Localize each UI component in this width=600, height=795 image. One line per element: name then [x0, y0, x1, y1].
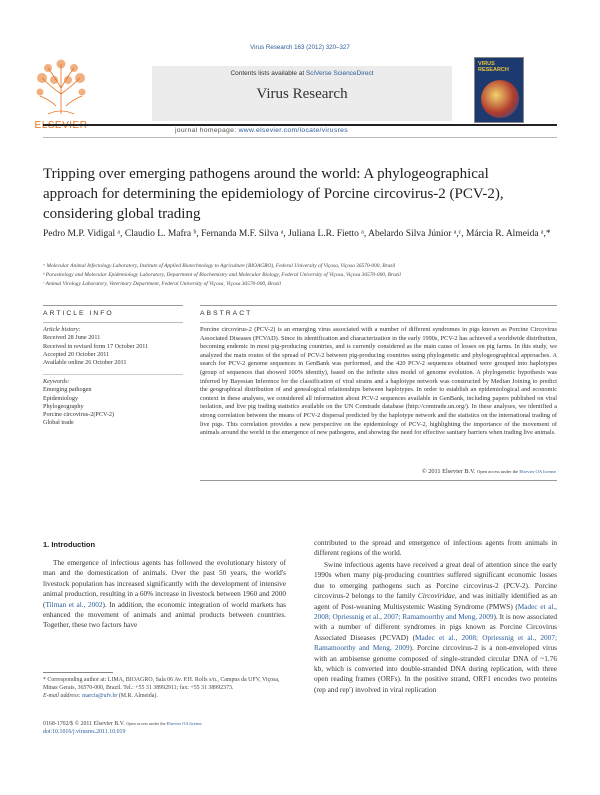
abstract-copyright [200, 468, 557, 475]
abstract-bottom-rule [200, 480, 557, 481]
abstract-rule [200, 305, 557, 306]
intro-left-text-2: ). In addition, the economic integration of world markets has enhanced the movement of animals and animal products between countries. Together, these two factors have [43, 599, 286, 630]
email-line [43, 692, 283, 700]
issn-block [43, 720, 343, 736]
history-received: Received 28 June 2011 [43, 334, 101, 342]
corresponding-author-text: * Corresponding author at: LIMA, BIOAGRO, Sala 06 Av. P.H. Rolfs s/n., Campus da UFV, Viçosa, Minas Gerais, 36570-000, Brazil. Tel.: +55 31 38992911; fax: +55 31 38992373. [43, 677, 280, 692]
keyword-item: Emerging pathogen [43, 386, 92, 394]
issn-oa-text: Open access under the [126, 721, 167, 726]
history-online: Available online 26 October 2011 [43, 359, 127, 367]
elsevier-logo [28, 56, 94, 134]
contents-line [152, 70, 452, 77]
footnote-rule [43, 672, 113, 673]
copyright-oa-text: Open access under the [477, 469, 520, 474]
issn-text: 0168-1702/$ © 2011 Elsevier B.V. [43, 721, 127, 727]
intro-left-paragraph [43, 558, 286, 631]
intro-right-text-a: Swine infectious agents have received a great deal of attention since the early 1990s when many pig-producing countries suffered significant economic losses due to emerging pathogens such as Porcine circovirus-2 (PCV-2). Porcine circovirus-2 belongs to the family [314, 560, 557, 601]
history-accepted: Accepted 20 October 2011 [43, 350, 110, 358]
author-list: Pedro M.P. Vidigal ᵃ, Claudio L. Mafra ᵇ, Fernanda M.F. Silva ᵃ, Juliana L.R. Fietto ᵃ, Abelardo Silva Júnior ᵃ,ᶜ, Márcia R. Almeida ᵃ,* [43, 229, 551, 239]
abstract-rule-2 [200, 322, 557, 323]
sciencedirect-link[interactable]: SciVerse ScienceDirect [305, 70, 374, 77]
article-info-heading: ARTICLE INFO [43, 310, 114, 317]
intro-left-text: The emergence of infectious agents has followed the evolutionary history of man and the domestication of animals. Over the past 50 years, the world's livestock population has increased significantly with the development of intensive animal production, resulting in a 60% increase in livestock between 1960 and 2000 ( [43, 558, 286, 609]
cover-virus-image [481, 80, 519, 118]
email-label: E-mail address: [43, 693, 83, 700]
ref-madec-1[interactable]: Madec et al., 2008; Opriessnig et al., 2007; Ramamoorthy and Meng, 2009 [314, 601, 557, 622]
corresponding-author-footnote [43, 676, 283, 701]
elsevier-wordmark: ELSEVIER [34, 120, 88, 131]
keyword-item: Epidemiology [43, 394, 79, 402]
abstract-body: Porcine circovirus-2 (PCV-2) is an emerging virus associated with a number of different syndromes in pigs known as Porcine Circovirus Associated Diseases (PCVAD). Since its identification and characterization in the early 1990s, PCV-2 has achieved a worldwide distribution, becoming endemic in most pig-producing countries, and is currently considered as the main cause of losses on pig farms. In this study, we analyzed the main routes of the spread of PCV-2 between pig-producing countries using phylogenetic and phylogeographical approaches. A search for PCV-2 genome sequences in GenBank was performed, and the 420 PCV-2 sequences obtained were grouped into haplotypes (group of sequences that showed 100% identity), based on the infinite sites model of genome evolution. A phylogenetic hypothesis was inferred by Bayesian Inference for the classification of viral strains and a haplotype network was constructed by Median Joining to predict the geographical distribution of and genealogical relationships between haplotypes. In order to establish an epidemiological and economic context in these analyses, we considered all information about PCV-2 sequences available in GenBank, including papers published on viral isolation, and live pig trading statistics available on the UN Comtrade database (http://comtrade.un.org/). In these analyses, we identified a strong correlation between the means of PCV-2 dispersal predicted by the haplotype network and the statistics on the international trading of live pigs. This correlation provides a new perspective on the epidemiology of PCV-2, highlighting the importance of the movement of animals around the world in the emergence of new pathogens, and showing the need for effective sanitary barriers when trading live animals. [200, 326, 557, 437]
ref-madec-2[interactable]: Madec et al., 2008; Opriessnig et al., 2007; Ramamoorthy and Meng, 2009 [314, 632, 558, 653]
homepage-link[interactable]: www.elsevier.com/locate/virusres [238, 127, 348, 134]
history-label: Article history: [43, 326, 81, 333]
oa-license-link[interactable]: Elsevier OA license. [519, 469, 557, 474]
issn-oa-link[interactable]: Elsevier OA license. [166, 721, 203, 726]
intro-right-text-c: ). It is now associated with a number of different syndromes in pigs known as Porcine Circovirus Associated Diseases (PCVAD) ( [314, 612, 557, 642]
journal-citation[interactable]: Virus Research 163 (2012) 320–327 [250, 44, 350, 51]
intro-right-paragraph-1: contributed to the spread and emergence of infectious agents from animals in different regions of the world. [314, 538, 557, 558]
affiliation-c: ᶜ Animal Virology Laboratory, Veterinary Department, Federal University of Viçosa, Viçosa 36570-000, Brazil [43, 281, 281, 287]
doi-link[interactable]: doi:10.1016/j.virusres.2011.10.019 [43, 729, 126, 736]
contents-prefix: Contents lists available at [230, 70, 306, 77]
keywords-block [43, 378, 183, 428]
journal-title: Virus Research [256, 86, 348, 102]
intro-italic-family: Circoviridae [417, 591, 455, 601]
affiliation-b: ᵇ Parasitology and Molecular Epidemiology Laboratory, Department of Biochemistry and Molecular Biology, Federal University of Viçosa, Viçosa 36570-000, Brazil [43, 272, 401, 278]
article-title: Tripping over emerging pathogens around the world: A phylogeographical approach for determining the epidemiology of Porcine circovirus-2 (PCV-2), considering global trading [43, 166, 504, 222]
email-suffix: (M.R. Almeida). [117, 693, 158, 700]
journal-homepage [175, 127, 348, 134]
intro-right-text-d: ). Porcine circovirus-2 is a non-enveloped virus with an ambisense genome composed of single-stranded circular DNA of ~1.76 kb, which is converted into double-stranded DNA during replication, with three open reading frames (ORFs). In the positive strand, ORF1 encodes two proteins (rep and rep′) involved in viral replication [314, 643, 557, 694]
history-revised: Received in revised form 17 October 2011 [43, 342, 149, 350]
intro-right-text-b: , and was initially identified as an agent of Post-weaning Multisystemic Wasting Syndrome (PMWS) ( [314, 591, 558, 611]
keywords-divider [43, 374, 183, 375]
article-history [43, 326, 183, 367]
email-link[interactable]: marcia@ufv.br [82, 693, 118, 700]
article-info-rule [43, 305, 183, 306]
issn-line [43, 720, 343, 728]
keyword-item: Phylogeography [43, 402, 84, 410]
affiliation-a: ᵃ Molecular Animal Infectology Laboratory, Institute of Applied Biotechnology to Agriculture (BIOAGRO), Federal University of Viçosa, Viçosa 36570-000, Brazil [43, 263, 396, 269]
keyword-item: Global trade [43, 419, 74, 427]
abstract-heading: ABSTRACT [200, 310, 253, 317]
keywords-label: Keywords: [43, 378, 70, 385]
copyright-text: © 2011 Elsevier B.V. [421, 468, 477, 475]
keyword-item: Porcine circovirus-2(PCV-2) [43, 411, 115, 419]
intro-right-paragraph-2 [314, 560, 557, 695]
homepage-label: journal homepage: [175, 127, 239, 134]
ref-tilman[interactable]: Tilman et al., 2002 [45, 599, 103, 609]
introduction-heading: 1. Introduction [43, 540, 96, 549]
article-info-rule-2 [43, 322, 183, 323]
journal-cover-thumbnail[interactable] [474, 57, 524, 123]
cover-title: VIRUS RESEARCH [478, 61, 509, 73]
